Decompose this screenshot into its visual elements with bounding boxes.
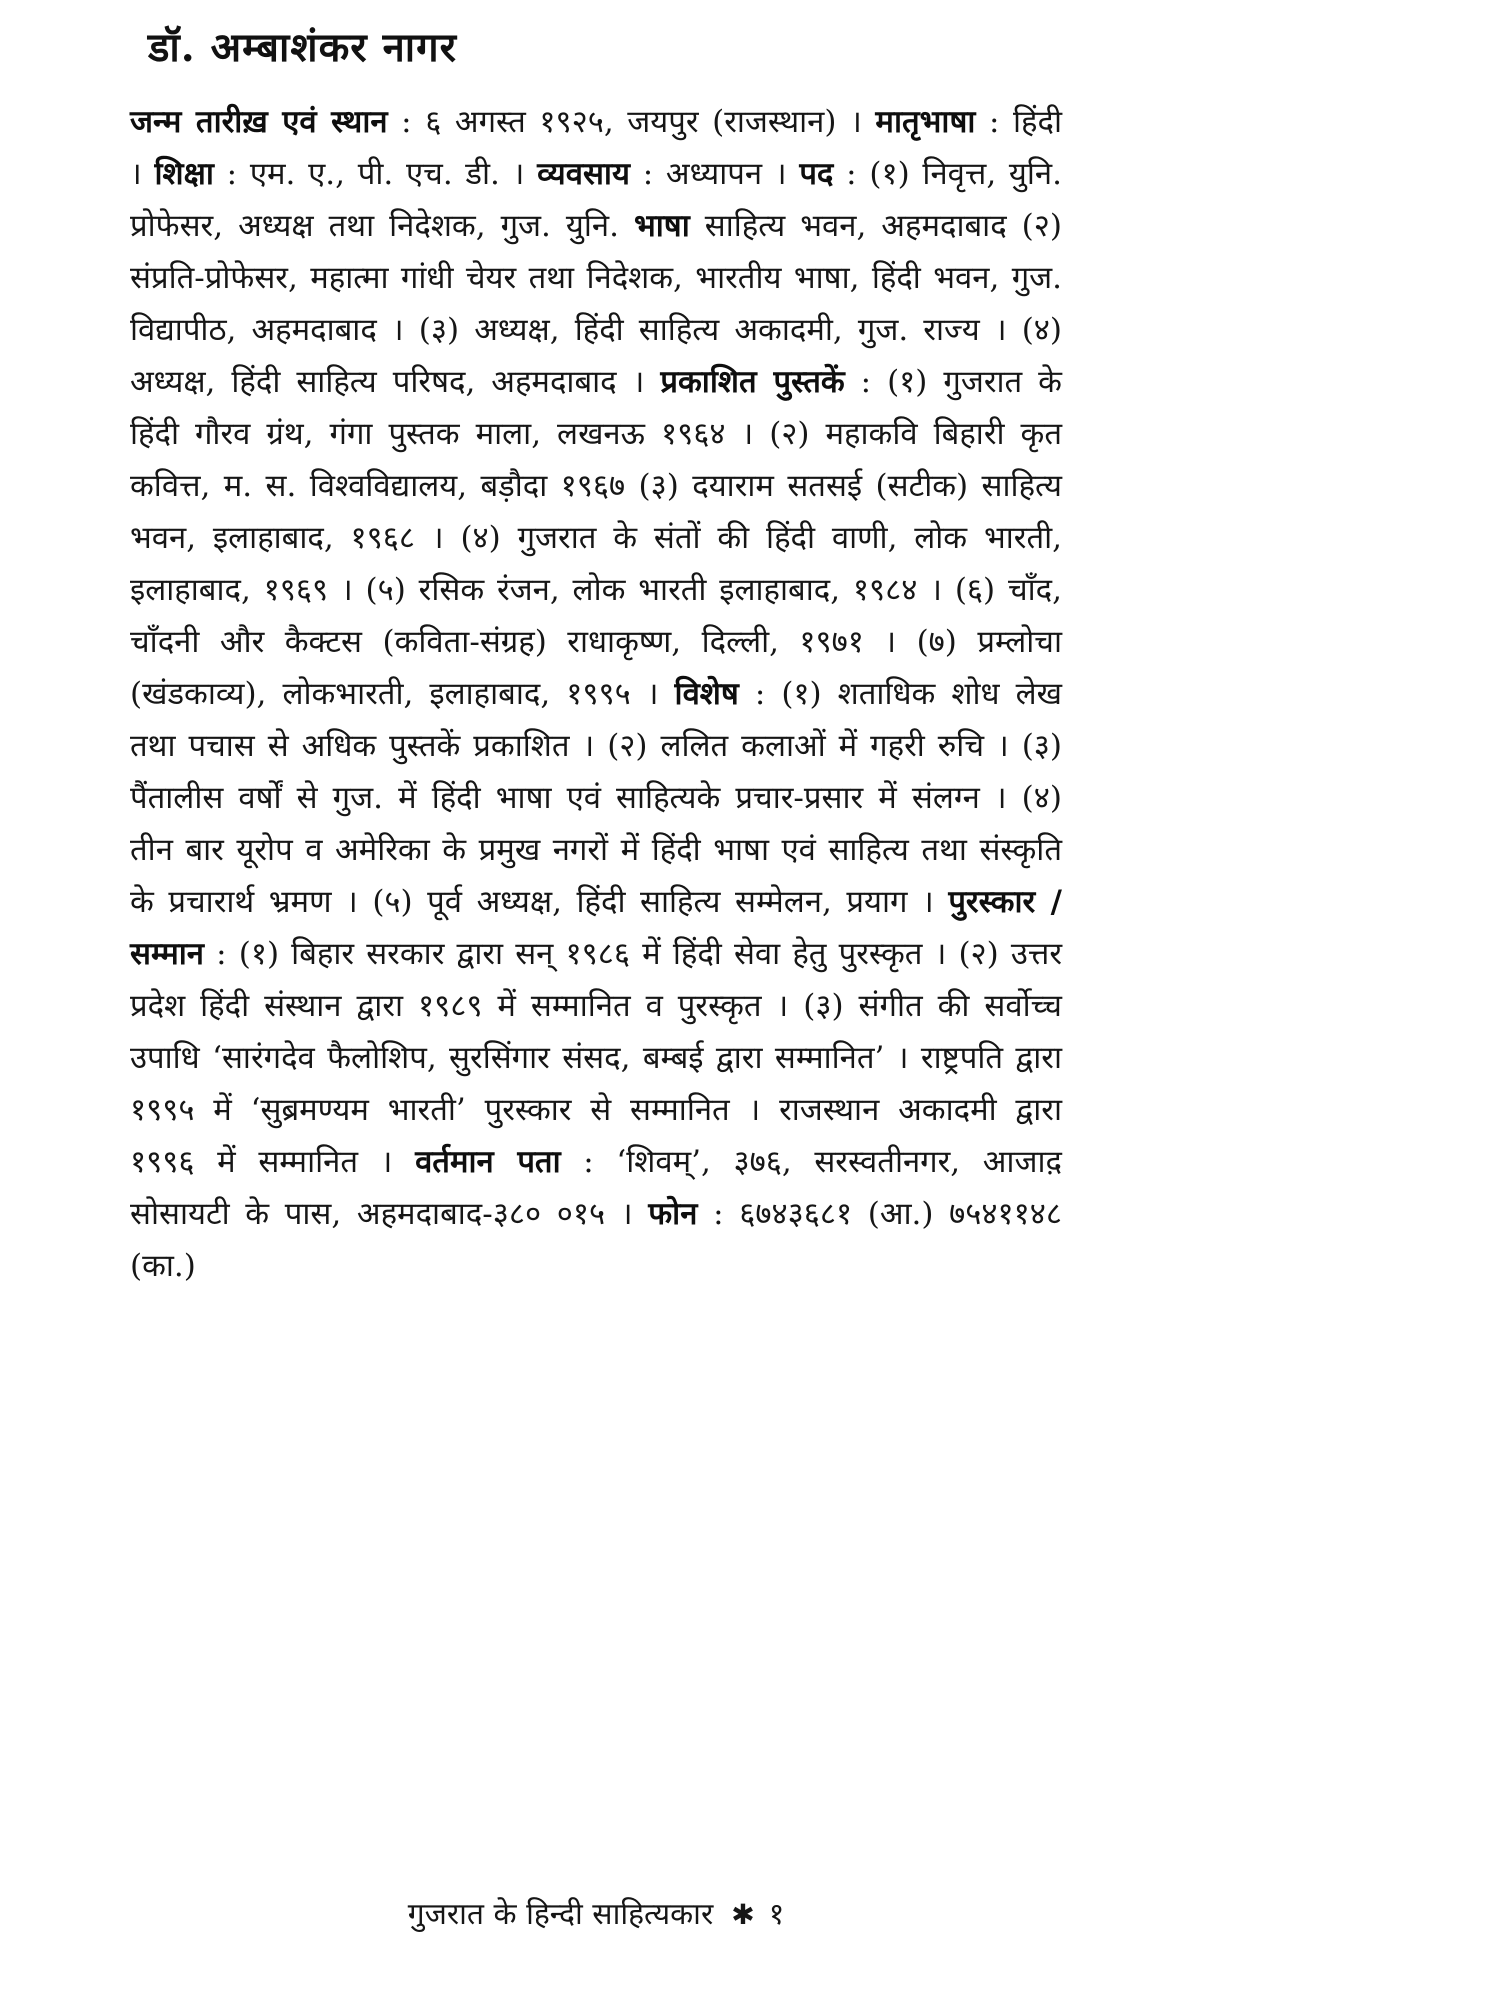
text-segment: साहित्य भवन, अहमदाबाद (२) संप्रति-प्रोफेसर, महात्मा गांधी चेयर तथा निदेशक, भारतीय भाषा, हिंदी भवन, गुज. विद्यापीठ, अहमदाबाद । (३) अध्यक्ष, हिंदी साहित्य अकादमी, गुज. राज्य । (४) अध्यक्ष, हिंदी साहित्य परिषद, अहमदाबाद । [130, 208, 1062, 400]
text-segment: : ६७४३६८१ (आ.) ७५४११४८ (का.) [130, 1196, 1063, 1284]
section-label: व्यवसाय [537, 156, 630, 192]
section-label: विशेष [674, 676, 739, 712]
page-footer [130, 1892, 1062, 1933]
text-segment: : हिंदी । [130, 104, 1063, 192]
footer-series-title: गुजरात के हिन्दी साहित्यकार [407, 1897, 714, 1932]
page-title: डॉ. अम्बाशंकर नागर [148, 24, 458, 71]
section-label: प्रकाशित पुस्तकें [660, 364, 845, 400]
text-segment: : ‘शिवम्’, ३७६, सरस्वतीनगर, आजाद़ सोसायटी के पास, अहमदाबाद-३८० ०१५ । [130, 1144, 1062, 1232]
text-segment: : (१) बिहार सरकार द्वारा सन् १९८६ में हिंदी सेवा हेतु पुरस्कृत । (२) उत्तर प्रदेश हिंदी संस्थान द्वारा १९८९ में सम्मानित व पुरस्कृत । (३) संगीत की सर्वोच्च उपाधि ‘सारंगदेव फैलोशिप, सुरसिंगार संसद, बम्बई द्वारा सम्मानित’ । राष्ट्रपति द्वारा १९९५ में ‘सुब्रमण्यम भारती’ पुरस्कार से सम्मानित । राजस्थान अकादमी द्वारा १९९६ में सम्मानित । [130, 936, 1062, 1180]
text-segment: : (१) शताधिक शोध लेख तथा पचास से अधिक पुस्तकें प्रकाशित । (२) ललित कलाओं में गहरी रुचि । (३) पैंतालीस वर्षों से गुज. में हिंदी भाषा एवं साहित्यके प्रचार-प्रसार में संलग्न । (४) तीन बार यूरोप व अमेरिका के प्रमुख नगरों में हिंदी भाषा एवं साहित्य तथा संस्कृति के प्रचारार्थ भ्रमण । (५) पूर्व अध्यक्ष, हिंदी साहित्य सम्मेलन, प्रयाग । [130, 676, 1062, 920]
text-segment: : अध्यापन । [629, 156, 800, 192]
text-segment: : (१) गुजरात के हिंदी गौरव ग्रंथ, गंगा पुस्तक माला, लखनऊ १९६४ । (२) महाकवि बिहारी कृत कवित्त, म. स. विश्वविद्यालय, बड़ौदा १९६७ (३) दयाराम सतसई (सटीक) साहित्य भवन, इलाहाबाद, १९६८ । (४) गुजरात के संतों की हिंदी वाणी, लोक भारती, इलाहाबाद, १९६९ । (५) रसिक रंजन, लोक भारती इलाहाबाद, १९८४ । (६) चाँद, चाँदनी और कैक्टस (कविता-संग्रह) राधाकृष्ण, दिल्ली, १९७१ । (७) प्रम्लोचा (खंडकाव्य), लोकभारती, इलाहाबाद, १९९५ । [130, 364, 1062, 712]
section-label: पुरस्कार / सम्मान [130, 884, 1062, 972]
section-label: जन्म तारीख़ एवं स्थान [130, 104, 388, 140]
section-label: फोन [648, 1196, 698, 1232]
biography-paragraph [130, 96, 1062, 1292]
section-label: शिक्षा [154, 156, 214, 192]
asterisk-icon: ✱ [731, 1898, 755, 1931]
text-segment: : ६ अगस्त १९२५, जयपुर (राजस्थान) । [387, 104, 876, 140]
text-segment: : (१) निवृत्त, युनि. प्रोफेसर, अध्यक्ष तथा निदेशक, गुज. युनि. [130, 156, 1062, 244]
section-label: वर्तमान पता [415, 1144, 561, 1180]
section-label: पद [799, 156, 834, 192]
text-segment: : एम. ए., पी. एच. डी. । [213, 156, 538, 192]
section-label: भाषा [633, 208, 690, 244]
section-label: मातृभाषा [875, 104, 976, 140]
page-number: १ [768, 1897, 785, 1932]
